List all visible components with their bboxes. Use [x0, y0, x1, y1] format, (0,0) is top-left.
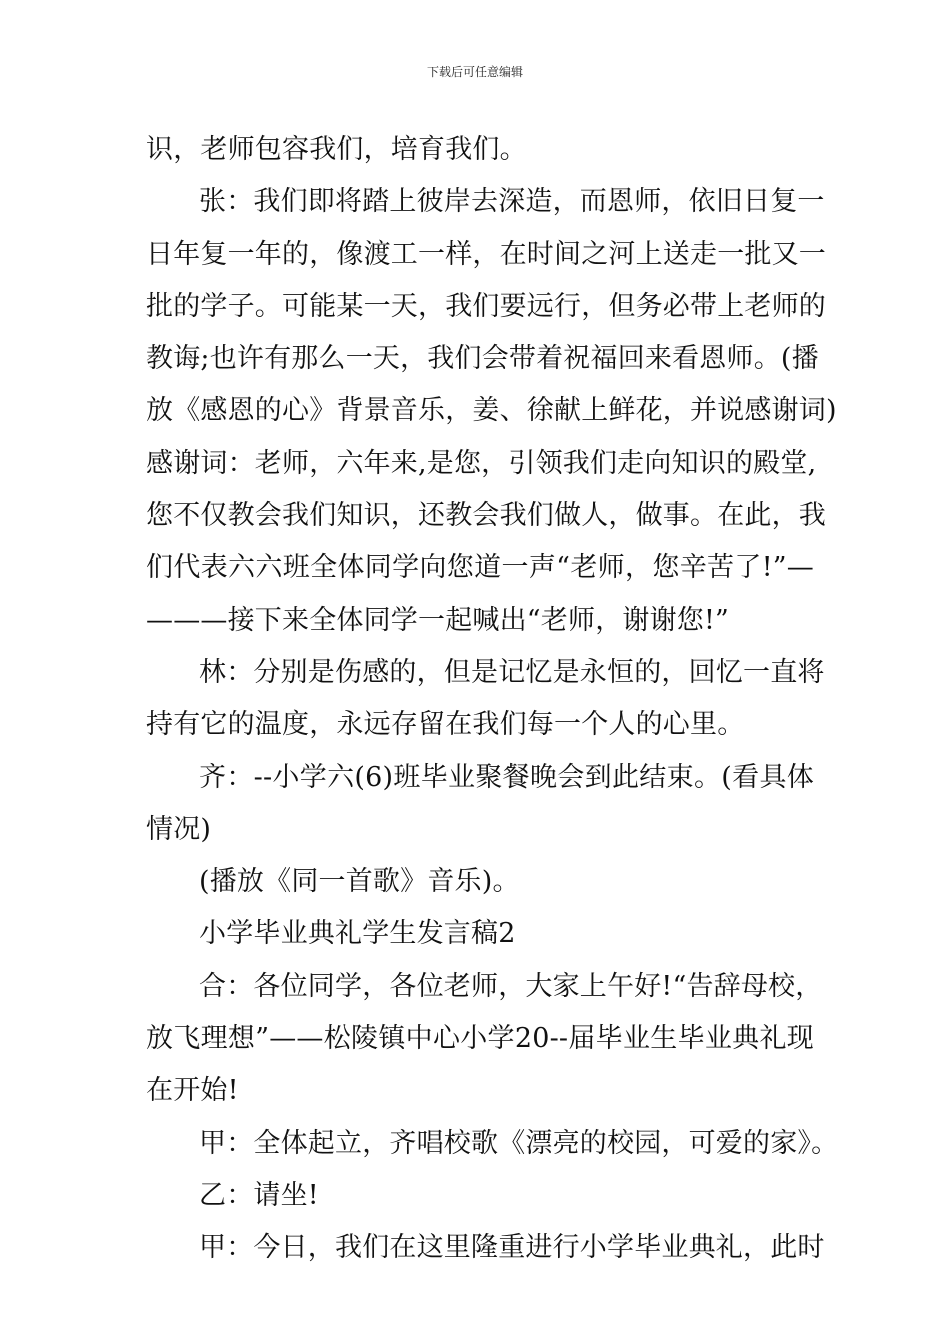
text-line-2: 张：我们即将踏上彼岸去深造，而恩师，依旧日复一 — [199, 186, 825, 218]
text-line-18: 放飞理想”——松陵镇中心小学20--届毕业生毕业典礼现 — [146, 1023, 814, 1055]
text-line-14: 情况) — [146, 813, 212, 845]
text-line-8: 您不仅教会我们知识，还教会我们做人，做事。在此，我 — [146, 500, 826, 532]
page-header: 下载后可任意编辑 — [426, 65, 523, 79]
text-line-11: 林：分别是伤感的，但是记忆是永恒的，回忆一直将 — [199, 656, 825, 688]
text-line-1: 识，老师包容我们，培育我们。 — [146, 134, 527, 165]
text-line-20: 甲：全体起立，齐唱校歌《漂亮的校园，可爱的家》。 — [199, 1127, 839, 1159]
text-line-4: 批的学子。可能某一天，我们要远行，但务必带上老师的 — [146, 290, 826, 322]
text-line-19: 在开始! — [146, 1075, 239, 1107]
text-line-5: 教诲;也许有那么一天，我们会带着祝福回来看恩师。(播 — [146, 343, 819, 375]
text-line-7: 感谢词：老师，六年来,是您，引领我们走向知识的殿堂, — [146, 447, 817, 479]
text-line-21: 乙：请坐! — [199, 1179, 319, 1211]
text-line-22: 甲：今日，我们在这里隆重进行小学毕业典礼，此时 — [199, 1232, 825, 1264]
text-line-3: 日年复一年的，像渡工一样，在时间之河上送走一批又一 — [146, 238, 826, 270]
text-line-13: 齐：--小学六(6)班毕业聚餐晚会到此结束。(看具体 — [199, 761, 814, 793]
text-line-17: 合：各位同学，各位老师，大家上午好!“告辞母校， — [199, 970, 823, 1002]
text-line-15: (播放《同一首歌》音乐)。 — [199, 866, 520, 898]
section-heading: 小学毕业典礼学生发言稿2 — [199, 918, 516, 950]
text-line-12: 持有它的温度，永远存留在我们每一个人的心里。 — [146, 709, 745, 741]
text-line-6: 放《感恩的心》背景音乐，姜、徐献上鲜花，并说感谢词) — [146, 395, 837, 427]
text-line-10: ———接下来全体同学一起喊出“老师，谢谢您!” — [146, 604, 730, 636]
document-body — [146, 124, 839, 1275]
text-line-9: 们代表六六班全体同学向您道一声“老师，您辛苦了!”— — [146, 552, 814, 584]
